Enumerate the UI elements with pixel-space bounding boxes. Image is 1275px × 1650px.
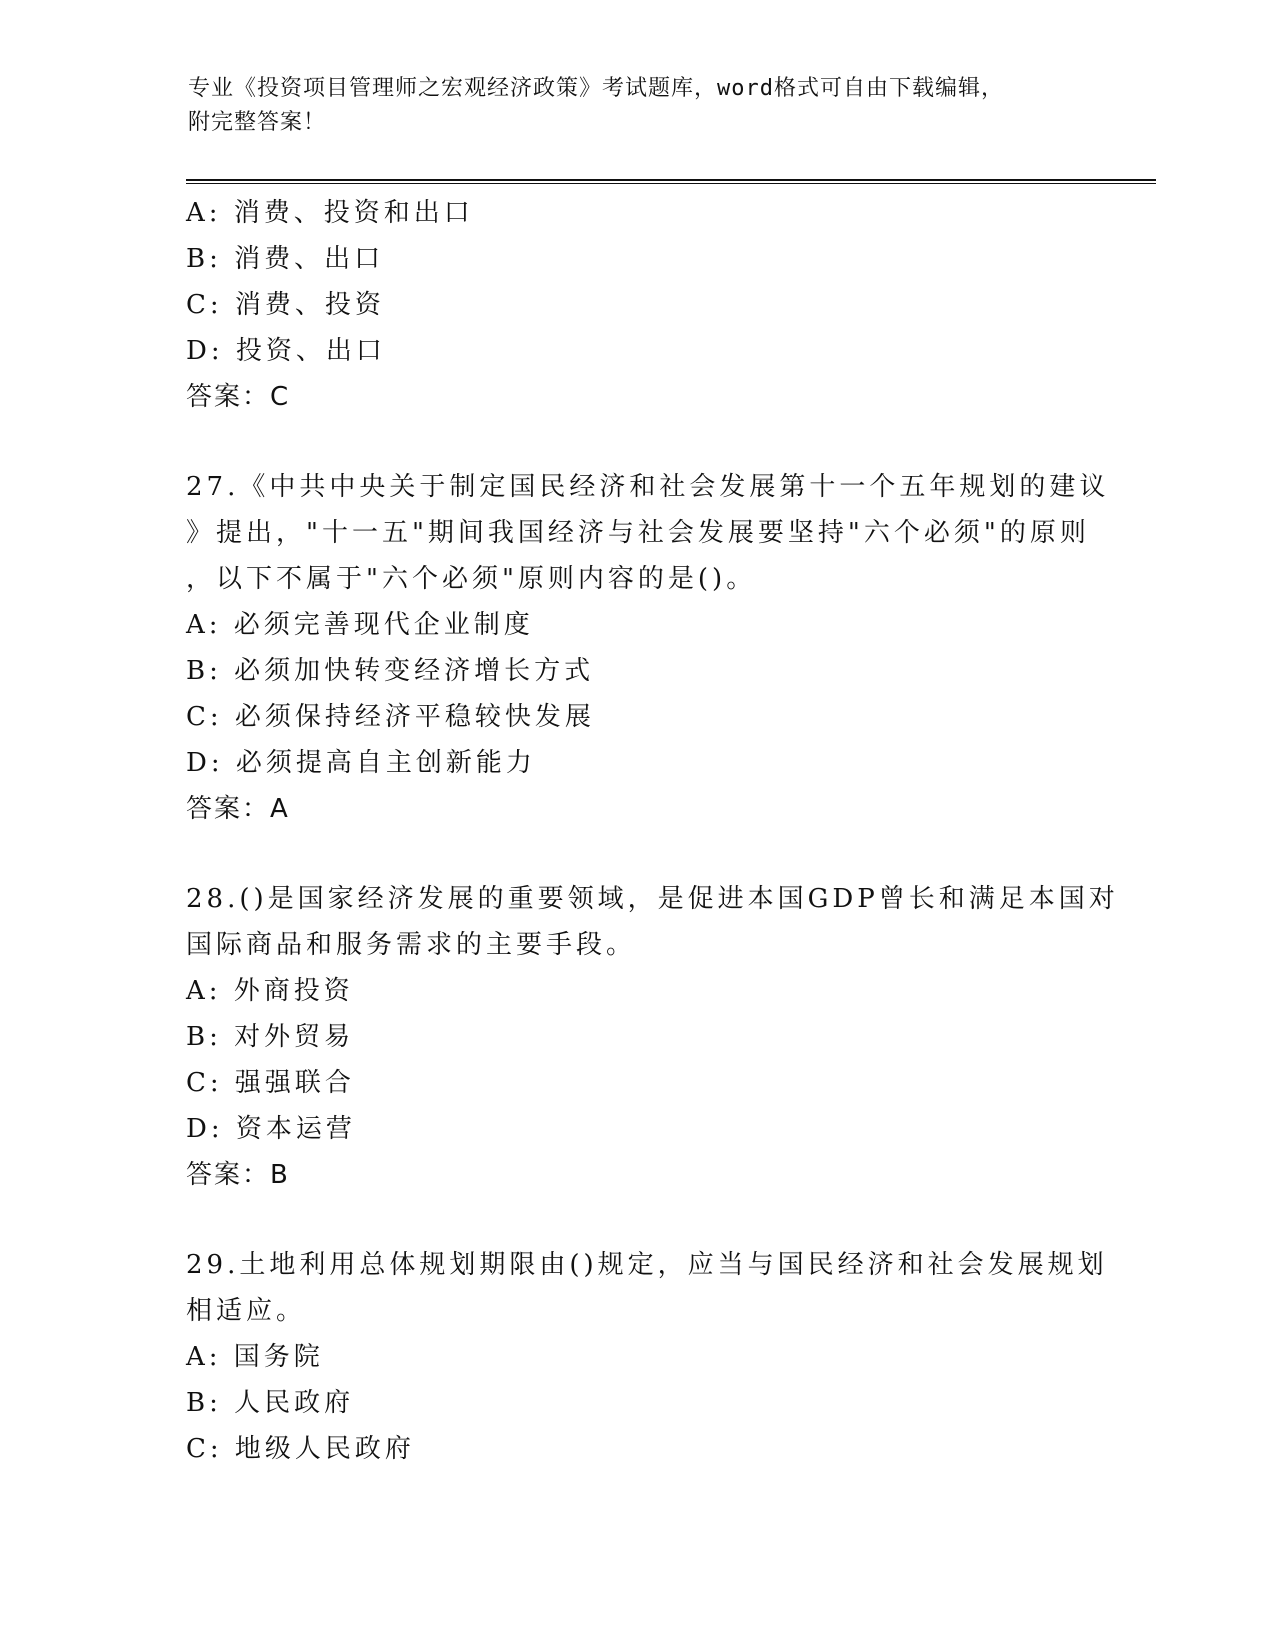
option-d: D: 资本运营 [186,1114,356,1144]
option-d: D: 投资、出口 [186,336,386,366]
answer-line: 答案：C [186,382,291,412]
option-b: B: 必须加快转变经济增长方式 [186,656,595,686]
question-stem-line: 国际商品和服务需求的主要手段。 [186,930,637,960]
spacer [186,420,1086,464]
question-stem-line: 28.()是国家经济发展的重要领域，是促进本国GDP曾长和满足本国对 [186,884,1119,914]
question-28 [186,876,1119,1198]
option-a: A: 必须完善现代企业制度 [186,610,534,640]
document-header [188,72,1088,140]
option-b: B: 消费、出口 [186,244,385,274]
header-divider-thick [186,179,1156,181]
question-stem-line: 》提出，"十一五"期间我国经济与社会发展要坚持"六个必须"的原则 [186,518,1090,548]
spacer [186,832,1086,876]
option-a: A: 外商投资 [186,976,354,1006]
question-list [186,190,1119,1472]
question-26-fragment [186,190,1086,420]
option-b: B: 人民政府 [186,1388,355,1418]
option-a: A: 消费、投资和出口 [186,198,474,228]
answer-line: 答案：B [186,1160,290,1190]
option-a: A: 国务院 [186,1342,324,1372]
question-stem-line: 相适应。 [186,1296,307,1326]
question-29 [186,1242,1108,1472]
option-c: C: 消费、投资 [186,290,385,320]
option-b: B: 对外贸易 [186,1022,355,1052]
option-c: C: 强强联合 [186,1068,355,1098]
header-divider-thin [186,183,1156,184]
question-stem-line: 29.土地利用总体规划期限由()规定，应当与国民经济和社会发展规划 [186,1250,1108,1280]
header-line-2: 附完整答案！ [188,110,327,135]
spacer [186,1198,1086,1242]
option-d: D: 必须提高自主创新能力 [186,748,536,778]
option-c: C: 地级人民政府 [186,1434,415,1464]
option-c: C: 必须保持经济平稳较快发展 [186,702,595,732]
header-line-1: 专业《投资项目管理师之宏观经济政策》考试题库，word格式可自由下载编辑， [188,76,1004,101]
question-stem-line: ，以下不属于"六个必须"原则内容的是()。 [186,564,757,594]
answer-line: 答案：A [186,794,290,824]
question-27 [186,464,1110,832]
question-stem-line: 27.《中共中央关于制定国民经济和社会发展第十一个五年规划的建议 [186,472,1110,502]
